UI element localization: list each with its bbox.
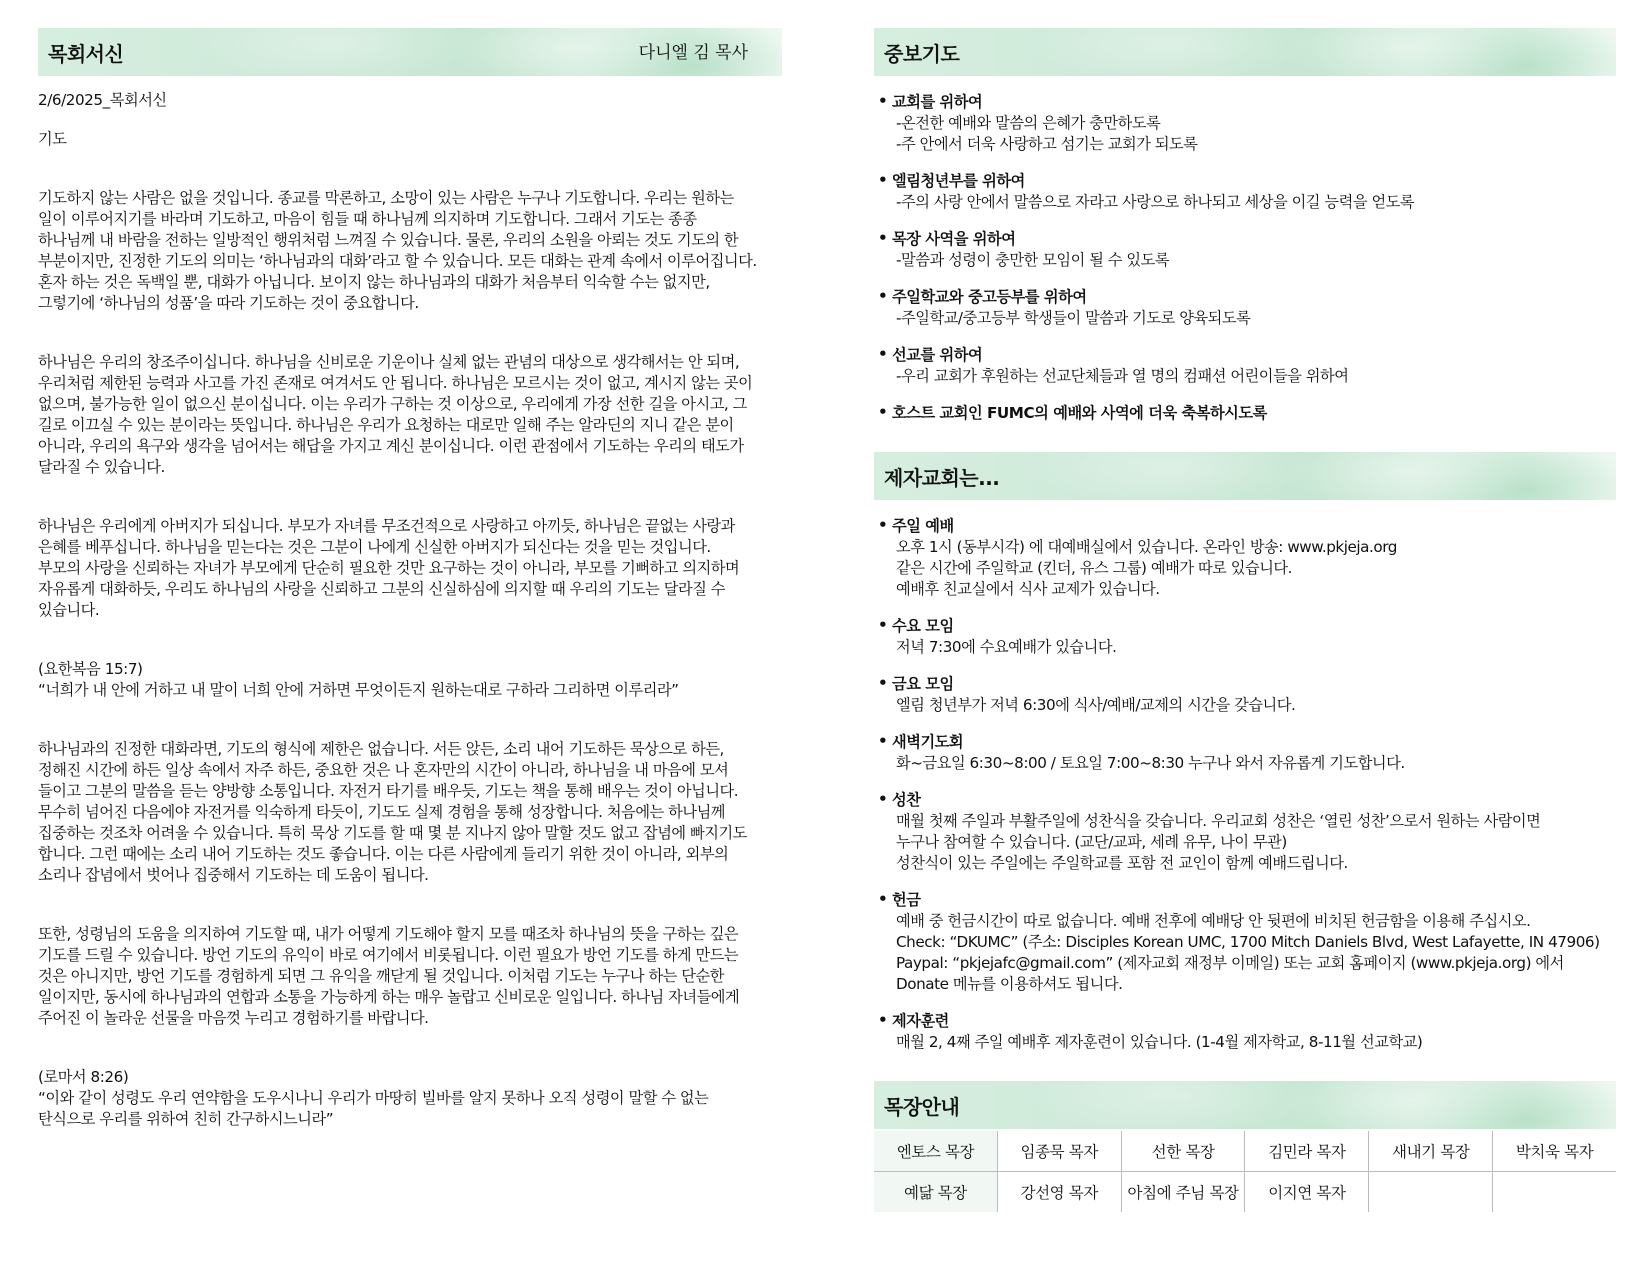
table-cell (1369, 1172, 1493, 1213)
intercession-title: 중보기도 (884, 41, 960, 66)
scripture-quote: (로마서 8:26) “이와 같이 성령도 우리 연약함을 도우시나니 우리가 마땅히 빌바를 알지 못하나 오직 성령이 말할 수 없는 탄식으로 우리를 위하여 친히 간구하시느니라” (38, 1068, 709, 1128)
prayer-item (878, 171, 1616, 213)
info-item (878, 732, 1616, 774)
info-item (878, 890, 1616, 995)
pastoral-letter-column (38, 28, 782, 1130)
table-row (874, 1172, 1616, 1213)
prayer-title: 엘림청년부를 위하여 (892, 172, 1025, 190)
prayer-item (878, 229, 1616, 271)
mokjang-title: 목장안내 (884, 1094, 960, 1119)
table-cell: 아침에 주님 목장 (1121, 1172, 1245, 1213)
bullet-icon: • (878, 516, 888, 534)
table-cell: 이지연 목자 (1245, 1172, 1369, 1213)
info-desc: 매월 첫째 주일과 부활주일에 성찬식을 갖습니다. 우리교회 성찬은 ‘열린 성찬’으로서 원하는 사람이면 누구나 참여할 수 있습니다. (교단/교파, 세례 유무, 나이 무관) 성찬식이 있는 주일에는 주일학교를 포함 전 교인이 함께 예배드립니다. (896, 812, 1541, 872)
prayer-desc: -온전한 예배와 말씀의 은혜가 충만하도록 -주 안에서 더욱 사랑하고 섬기는 교회가 되도록 (896, 114, 1198, 153)
bullet-icon: • (878, 345, 888, 363)
info-title: 수요 모임 (892, 617, 954, 635)
letter-paragraph: 하나님과의 진정한 대화라면, 기도의 형식에 제한은 없습니다. 서든 앉든, 소리 내어 기도하든 묵상으로 하든, 정해진 시간에 하든 일상 속에서 자주 하든, 중요한 것은 나 혼자만의 시간이 아니라, 하나님을 내 마음에 모셔 들이고 그분의 말씀을 듣는 양방향 소통입니다. 자전거 타기를 배우듯, 기도는 책을 통해 배우는 것이 아닙니다. 무수히 넘어진 다음에야 자전거를 익숙하게 타듯이, 기도도 실제 경험을 통해 성장합니다. 처음에는 하나님께 집중하는 것조차 어려울 수 있습니다. 특히 묵상 기도를 할 때 몇 분 지나지 않아 말할 것도 없고 잡념에 빠지기도 합니다. 그런 때에는 소리 내어 기도하는 것도 좋습니다. 이는 다른 사람에게 들리기 위한 것이 아니라, 외부의 소리나 잡념에서 벗어나 집중해서 기도하는 데 도움이 됩니다. (38, 740, 747, 884)
table-cell: 김민라 목자 (1245, 1131, 1369, 1172)
info-title: 새벽기도회 (892, 733, 964, 751)
info-desc: 엘림 청년부가 저녁 6:30에 식사/예배/교제의 시간을 갖습니다. (896, 696, 1296, 714)
bullet-icon: • (878, 229, 888, 247)
church-info-header (874, 452, 1616, 500)
prayer-desc: -주의 사랑 안에서 말씀으로 자라고 사랑으로 하나되고 세상을 이길 능력을 얻도록 (896, 193, 1415, 211)
bullet-icon: • (878, 287, 888, 305)
pastoral-letter-header (38, 28, 782, 76)
info-desc: 오후 1시 (동부시각) 에 대예배실에서 있습니다. 온라인 방송: www.pkjeja.org 같은 시간에 주일학교 (킨더, 유스 그룹) 예배가 따로 있습니다. 예배후 친교실에서 식사 교제가 있습니다. (896, 538, 1397, 598)
info-title: 제자훈련 (892, 1012, 949, 1030)
prayer-desc: -우리 교회가 후원하는 선교단체들과 열 명의 컴패션 어린이들을 위하여 (896, 367, 1349, 385)
church-info-list (878, 516, 1616, 1053)
table-cell: 강선영 목자 (997, 1172, 1121, 1213)
bullet-icon: • (878, 674, 888, 692)
info-title: 헌금 (892, 891, 921, 909)
bullet-icon: • (878, 732, 888, 750)
table-cell (1493, 1172, 1616, 1213)
bullet-icon: • (878, 171, 888, 189)
letter-topic: 기도 (38, 130, 67, 148)
prayer-item (878, 287, 1616, 329)
letter-paragraph: 기도하지 않는 사람은 없을 것입니다. 종교를 막론하고, 소망이 있는 사람은 누구나 기도합니다. 우리는 원하는 일이 이루어지기를 바라며 기도하고, 마음이 힘들 때 하나님께 의지하며 기도합니다. 그래서 기도는 종종 하나님께 내 바람을 전하는 일방적인 행위처럼 느껴질 수 있습니다. 물론, 우리의 소원을 아뢰는 것도 기도의 한 부분이지만, 진정한 기도의 의미는 ‘하나님과의 대화’라고 할 수 있습니다. 모든 대화는 관계 속에서 이루어집니다. 혼자 하는 것은 독백일 뿐, 대화가 아닙니다. 보이지 않는 하나님과의 대화가 처음부터 익숙할 수는 없지만, 그렇기에 ‘하나님의 성품’을 따라 기도하는 것이 중요합니다. (38, 189, 757, 312)
info-item (878, 616, 1616, 658)
table-cell: 예닮 목장 (874, 1172, 997, 1213)
info-desc: 매월 2, 4째 주일 예배후 제자훈련이 있습니다. (1-4월 제자학교, 8-11월 선교학교) (896, 1033, 1423, 1051)
church-info-column (874, 28, 1616, 1212)
pastoral-letter-title: 목회서신 (48, 41, 124, 66)
info-desc: 화~금요일 6:30~8:00 / 토요일 7:00~8:30 누구나 와서 자유롭게 기도합니다. (896, 754, 1405, 772)
letter-paragraph: 하나님은 우리에게 아버지가 되십니다. 부모가 자녀를 무조건적으로 사랑하고 아끼듯, 하나님은 끝없는 사랑과 은혜를 베푸십니다. 하나님을 믿는다는 것은 그분이 나에게 신실한 아버지가 되신다는 것을 믿는 것입니다. 부모의 사랑을 신뢰하는 자녀가 부모에게 단순히 필요한 것만 요구하는 것이 아니라, 부모를 기뻐하고 의지하며 자유롭게 대화하듯, 우리도 하나님의 사랑을 신뢰하고 그분의 신실하심에 의지할 때 우리의 기도는 달라질 수 있습니다. (38, 517, 740, 619)
mokjang-table (874, 1131, 1616, 1212)
church-info-title: 제자교회는... (884, 465, 1000, 490)
info-desc: 예배 중 헌금시간이 따로 없습니다. 예배 전후에 예배당 안 뒷편에 비치된 헌금함을 이용해 주십시오. Check: “DKUMC” (주소: Disciples Korean UMC, 1700 Mitch Daniels Blvd, West Lafayette, IN 47906) Paypal: “pkjejafc@gmail.com” (제자교회 재정부 이메일) 또는 교회 홈페이지 (www.pkjeja.org) 에서 Donate 메뉴를 이용하셔도 됩니다. (896, 912, 1600, 993)
scripture-quote: (요한복음 15:7) “너희가 내 안에 거하고 내 말이 너희 안에 거하면 무엇이든지 원하는대로 구하라 그리하면 이루리라” (38, 660, 679, 699)
prayer-desc: -주일학교/중고등부 학생들이 말씀과 기도로 양육되도록 (896, 309, 1251, 327)
info-title: 성찬 (892, 791, 921, 809)
intercession-header (874, 28, 1616, 76)
table-cell: 임종묵 목자 (997, 1131, 1121, 1172)
table-cell: 선한 목장 (1121, 1131, 1245, 1172)
table-cell: 새내기 목장 (1369, 1131, 1493, 1172)
table-cell: 엔토스 목장 (874, 1131, 997, 1172)
prayer-title: 교회를 위하여 (892, 93, 983, 111)
mokjang-header (874, 1081, 1616, 1129)
info-item (878, 674, 1616, 716)
prayer-title: 주일학교와 중고등부를 위하여 (892, 288, 1087, 306)
prayer-item (878, 403, 1616, 424)
info-item (878, 1011, 1616, 1053)
prayer-title: 호스트 교회인 FUMC의 예배와 사역에 더욱 축복하시도록 (892, 404, 1267, 422)
table-cell: 박치욱 목자 (1493, 1131, 1616, 1172)
bullet-icon: • (878, 790, 888, 808)
bullet-icon: • (878, 890, 888, 908)
letter-date: 2/6/2025_목회서신 (38, 91, 167, 109)
prayer-list (878, 92, 1616, 424)
info-title: 주일 예배 (892, 517, 954, 535)
prayer-title: 선교를 위하여 (892, 346, 983, 364)
prayer-item (878, 92, 1616, 155)
bullet-icon: • (878, 92, 888, 110)
info-desc: 저녁 7:30에 수요예배가 있습니다. (896, 638, 1117, 656)
letter-paragraph: 또한, 성령님의 도움을 의지하여 기도할 때, 내가 어떻게 기도해야 할지 모를 때조차 하나님의 뜻을 구하는 깊은 기도를 드릴 수 있습니다. 방언 기도의 유익이 바로 여기에서 비롯됩니다. 이런 필요가 방언 기도를 하게 만드는 것은 아니지만, 방언 기도를 경험하게 되면 그 유익을 깨닫게 될 것입니다. 이처럼 기도는 누구나 하는 단순한 일이지만, 동시에 하나님과의 연합과 소통을 가능하게 하는 매우 놀랍고 신비로운 일입니다. 하나님 자녀들에게 주어진 이 놀라운 선물을 마음껏 누리고 경험하기를 바랍니다. (38, 925, 740, 1027)
bullet-icon: • (878, 616, 888, 634)
table-row (874, 1131, 1616, 1172)
bullet-icon: • (878, 1011, 888, 1029)
pastoral-letter-body (38, 90, 782, 1130)
letter-paragraph: 하나님은 우리의 창조주이십니다. 하나님을 신비로운 기운이나 실체 없는 관념의 대상으로 생각해서는 안 되며, 우리처럼 제한된 능력과 사고를 가진 존재로 여겨서도 안 됩니다. 하나님은 모르시는 것이 없고, 계시지 않는 곳이 없으며, 불가능한 일이 없으신 분이십니다. 이는 우리가 구하는 것 이상으로, 우리에게 가장 선한 길을 아시고, 그 길로 이끄실 수 있는 분이라는 뜻입니다. 하나님은 우리가 요청하는 대로만 일해 주는 알라딘의 지니 같은 분이 아니라, 우리의 욕구와 생각을 넘어서는 해답을 가지고 계신 분이십니다. 이런 관점에서 기도하는 우리의 태도가 달라질 수 있습니다. (38, 353, 753, 476)
prayer-item (878, 345, 1616, 387)
prayer-desc: -말씀과 성령이 충만한 모임이 될 수 있도록 (896, 251, 1170, 269)
info-title: 금요 모임 (892, 675, 954, 693)
prayer-title: 목장 사역을 위하여 (892, 230, 1016, 248)
info-item (878, 516, 1616, 600)
bullet-icon: • (878, 403, 888, 421)
pastor-name: 다니엘 김 목사 (638, 43, 748, 63)
info-item (878, 790, 1616, 874)
